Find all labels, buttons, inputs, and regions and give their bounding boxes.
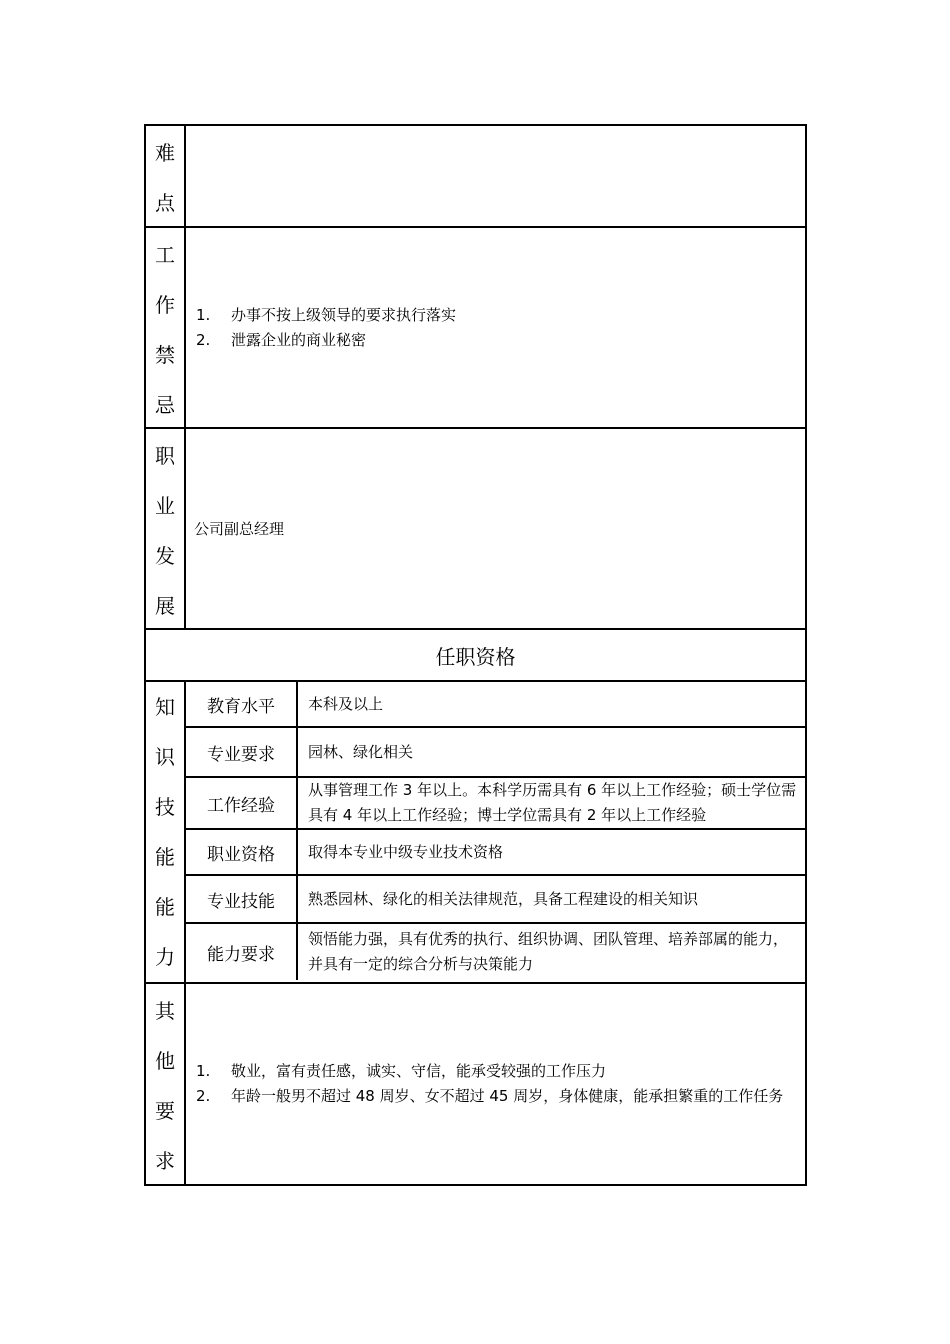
qualification-label: 职业资格 [186,830,298,874]
table-row [186,924,805,980]
label-char: 力 [155,945,175,969]
list-text: 泄露企业的商业秘密 [231,330,367,349]
table-row [186,728,805,778]
qualification-label: 专业技能 [186,876,298,922]
table-row [186,778,805,830]
label-char: 点 [155,191,175,215]
qualifications-title: 任职资格 [435,644,516,669]
list-number: 1. [196,305,211,324]
qualification-value: 本科及以上 [308,694,384,713]
label-char: 要 [155,1099,175,1123]
label-char: 禁 [155,343,175,367]
label-char: 求 [155,1149,175,1173]
label-char: 他 [155,1049,175,1073]
qualification-value: 园林、绿化相关 [308,742,414,761]
table-row [186,830,805,876]
list-item [194,328,462,353]
difficulty-label [146,126,186,226]
career-text: 公司副总经理 [194,520,285,538]
list-number: 2. [196,1087,211,1105]
qualification-label: 能力要求 [186,924,298,980]
table-row [186,682,805,728]
career-label [146,429,186,628]
qualifications-subtable [186,682,805,982]
qualification-label: 专业要求 [186,728,298,776]
list-item [194,1084,789,1109]
label-char: 能 [155,845,175,869]
job-description-table [144,124,807,1186]
difficulty-content [186,126,805,226]
table-row [186,876,805,924]
list-item [194,303,462,328]
label-char: 能 [155,895,175,919]
list-text: 年龄一般男不超过 48 周岁、女不超过 45 周岁，身体健康，能承担繁重的工作任务 [231,1087,784,1105]
label-char: 识 [155,745,175,769]
label-char: 工 [155,243,175,267]
qualifications-row [146,682,805,984]
qualifications-label [146,682,186,982]
label-char: 知 [155,695,175,719]
qualification-value: 熟悉园林、绿化的相关法律规范，具备工程建设的相关知识 [308,889,699,908]
qualification-value: 领悟能力强，具有优秀的执行、组织协调、团队管理、培养部属的能力，并具有一定的综合分析与决策能力 [308,930,789,973]
qualification-value: 取得本专业中级专业技术资格 [308,842,504,861]
label-char: 其 [155,999,175,1023]
qualifications-header-row [146,630,805,682]
prohibitions-list [194,303,462,353]
qualification-label: 工作经验 [186,778,298,828]
label-char: 难 [155,141,175,165]
label-char: 业 [155,494,175,518]
list-text: 敬业，富有责任感，诚实、守信，能承受较强的工作压力 [231,1062,607,1080]
career-row [146,429,805,630]
other-requirements-label [146,984,186,1184]
prohibitions-row [146,228,805,429]
list-number: 2. [196,330,211,349]
other-requirements-content [186,984,805,1184]
label-char: 职 [155,444,175,468]
label-char: 作 [155,293,175,317]
qualification-value: 从事管理工作 3 年以上。本科学历需具有 6 年以上工作经验；硕士学位需具有 4 年以上工作经验；博士学位需具有 2 年以上工作经验 [308,781,797,824]
prohibitions-content [186,228,805,427]
label-char: 展 [155,594,175,618]
career-content [186,429,805,628]
other-requirements-row [146,984,805,1184]
list-item [194,1059,789,1084]
list-text: 办事不按上级领导的要求执行落实 [231,305,457,324]
label-char: 忌 [155,393,175,417]
qualification-label: 教育水平 [186,682,298,726]
label-char: 发 [155,544,175,568]
other-requirements-list [194,1059,789,1109]
list-number: 1. [196,1062,211,1080]
prohibitions-label [146,228,186,427]
label-char: 技 [155,795,175,819]
difficulty-row [146,126,805,228]
